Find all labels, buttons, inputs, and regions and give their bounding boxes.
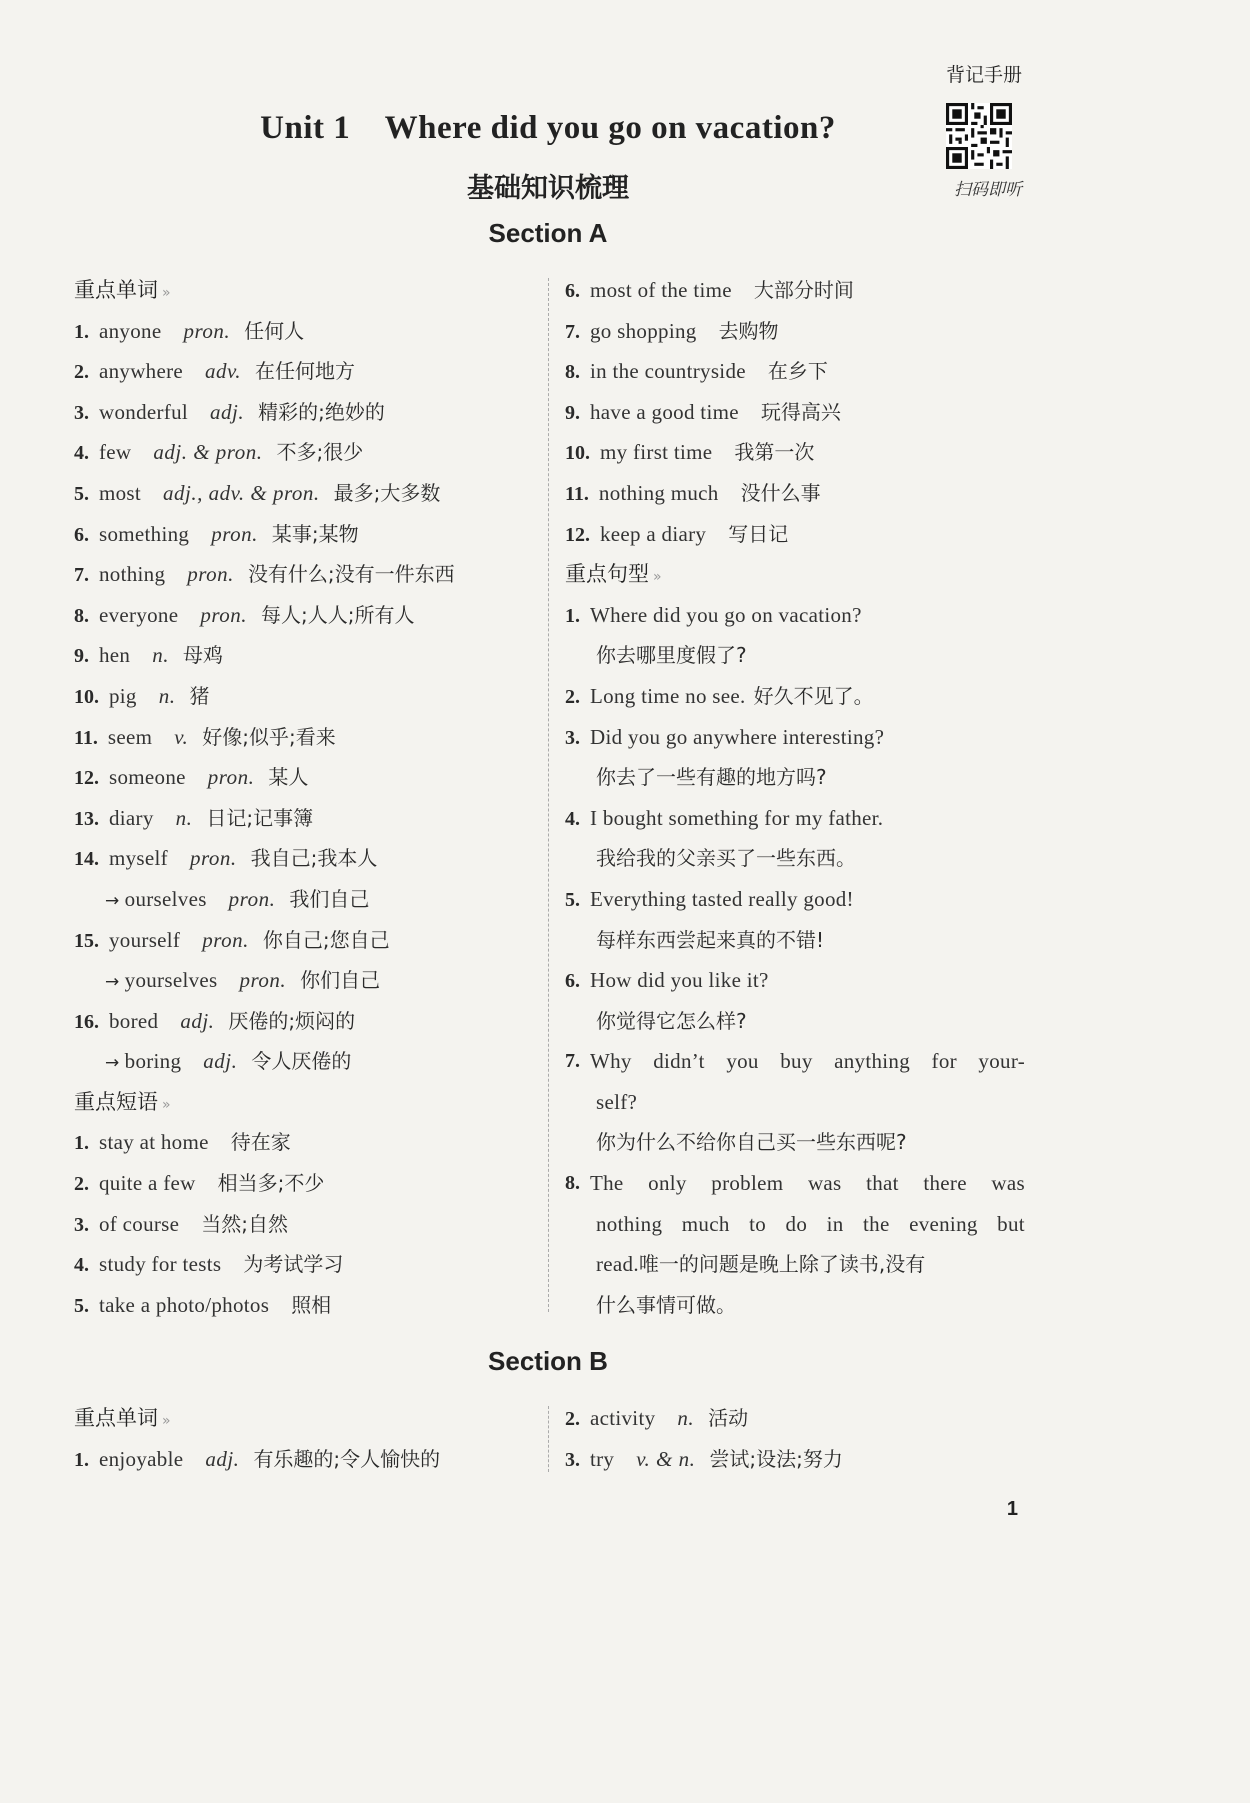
item-number: 12. <box>565 523 590 546</box>
word-chinese: 精彩的;绝妙的 <box>258 399 385 424</box>
sentence-word: but <box>997 1211 1025 1236</box>
part-of-speech: n. <box>175 805 193 830</box>
phrase-english: my first time <box>600 440 713 465</box>
sentence-item: 1. Where did you go on vacation? <box>565 602 862 627</box>
word-item <box>74 1001 536 1042</box>
word-english: yourself <box>109 927 181 952</box>
item-number: 3. <box>74 1213 89 1236</box>
item-number: 15. <box>74 929 99 952</box>
phrase-item <box>74 1204 536 1245</box>
key-phrases-list-continued <box>565 270 1025 554</box>
sentence-word: to <box>749 1211 767 1236</box>
phrase-item <box>565 432 1025 473</box>
phrase-chinese: 大部分时间 <box>753 278 854 302</box>
word-item <box>74 920 536 961</box>
item-number: 2. <box>565 1408 580 1430</box>
part-of-speech: v. <box>174 724 189 749</box>
sentence-word: much <box>681 1211 730 1236</box>
word-english: myself <box>109 846 168 871</box>
item-number: 3. <box>74 401 89 424</box>
part-of-speech: pron. <box>239 968 287 993</box>
sentence-word: was <box>991 1171 1025 1196</box>
sentence-word: do <box>785 1211 808 1236</box>
sentence-word: anything <box>834 1049 911 1074</box>
item-number: 1. <box>74 320 89 343</box>
section-b-title: Section B <box>488 1346 608 1376</box>
sentence-word: for <box>931 1049 957 1074</box>
part-of-speech: adv. <box>205 359 242 384</box>
word-english: nothing <box>99 562 166 587</box>
sentence-word: only <box>648 1171 687 1196</box>
word-chinese: 你自己;您自己 <box>262 927 390 952</box>
word-item <box>74 514 536 555</box>
word-chinese: 任何人 <box>244 318 305 343</box>
column-divider <box>548 1406 549 1472</box>
part-of-speech: adj. <box>203 1049 238 1074</box>
word-item <box>74 717 536 758</box>
sentence-translation: 你觉得它怎么样? <box>596 1008 747 1033</box>
page-number: 1 <box>1006 1498 1018 1520</box>
word-chinese: 母鸡 <box>182 643 223 668</box>
phrase-english: most of the time <box>590 278 732 302</box>
sentence-item: 2. Long time no see. 好久不见了。 <box>565 683 874 708</box>
word-english: most <box>99 480 142 505</box>
part-of-speech: n. <box>158 683 176 708</box>
sentence-word: there <box>923 1171 967 1196</box>
word-english: something <box>99 521 190 546</box>
word-chinese: 好像;似乎;看来 <box>202 724 336 749</box>
word-item <box>74 838 536 879</box>
phrase-english: stay at home <box>99 1130 209 1155</box>
word-chinese: 某事;某物 <box>271 521 359 546</box>
arrow-right-icon: → <box>105 972 125 993</box>
sentence-continuation <box>565 1204 1025 1245</box>
item-number: 13. <box>74 807 99 830</box>
phrase-chinese: 待在家 <box>230 1130 291 1155</box>
phrase-item <box>565 351 1025 392</box>
qr-caption: 扫码即听 <box>954 180 1022 200</box>
phrase-english: in the countryside <box>590 359 746 384</box>
word-item <box>74 351 536 392</box>
part-of-speech: adj., adv. & pron. <box>163 480 320 505</box>
sentence-word: The <box>590 1171 624 1196</box>
part-of-speech: pron. <box>211 521 258 546</box>
derived-word-item <box>74 1041 536 1082</box>
item-number: 16. <box>74 1010 99 1033</box>
sentence-word: was <box>807 1171 842 1196</box>
item-number: 9. <box>565 401 580 424</box>
item-number: 11. <box>565 482 589 505</box>
sentence-word: Why <box>590 1049 632 1074</box>
item-number: 10. <box>565 442 590 465</box>
item-number: 7. <box>74 564 89 587</box>
word-english: yourselves <box>124 968 218 993</box>
word-item <box>74 392 536 433</box>
word-english: wonderful <box>99 399 189 424</box>
item-number: 5. <box>74 482 89 505</box>
phrase-english: nothing much <box>598 480 719 505</box>
phrase-english: take a photo/photos <box>99 1292 270 1317</box>
sentence-item: 4. I bought something for my father. <box>565 805 884 830</box>
phrase-chinese: 写日记 <box>728 521 789 546</box>
sentence-word: didn’t <box>653 1049 705 1074</box>
sentence-item: 8. The only problem was that there was <box>565 1163 1025 1204</box>
phrase-chinese: 玩得高兴 <box>760 399 841 424</box>
word-item <box>74 554 536 595</box>
item-number: 8. <box>74 604 89 627</box>
phrase-chinese: 我第一次 <box>734 440 815 465</box>
sentence-continuation: read.唯一的问题是晚上除了读书,没有 <box>596 1252 926 1277</box>
word-item <box>74 473 536 514</box>
chevron-right-icon: » <box>162 285 171 301</box>
sentence-word: nothing <box>596 1211 663 1236</box>
part-of-speech: n. <box>677 1406 695 1430</box>
phrase-item <box>565 270 1025 311</box>
unit-title: Unit 1 Where did you go on vacation? <box>260 110 836 146</box>
phrase-english: go shopping <box>590 318 697 343</box>
word-english: everyone <box>99 602 179 627</box>
phrase-item <box>74 1122 536 1163</box>
part-of-speech: pron. <box>189 846 237 871</box>
word-chinese: 我自己;我本人 <box>250 846 378 871</box>
word-english: hen <box>99 643 131 668</box>
page-subtitle: 基础知识梳理 <box>467 173 629 204</box>
phrase-item <box>74 1285 536 1326</box>
part-of-speech: adj. <box>205 1446 240 1471</box>
sentence-item: 7. Why didn’t you buy anything for your- <box>565 1041 1025 1082</box>
item-number: 4. <box>74 442 89 465</box>
word-chinese: 有乐趣的;令人愉快的 <box>253 1446 441 1471</box>
part-of-speech: pron. <box>202 927 249 952</box>
key-words-heading: 重点单词 » <box>74 278 171 302</box>
key-words-list <box>74 1439 536 1480</box>
item-number: 12. <box>74 767 99 790</box>
word-item <box>74 757 536 798</box>
sentence-word: buy <box>780 1049 813 1074</box>
part-of-speech: adj. <box>180 1008 215 1033</box>
word-english: boring <box>124 1049 182 1074</box>
sentence-translation: 你为什么不给你自己买一些东西呢? <box>596 1130 907 1155</box>
item-number: 4. <box>74 1254 89 1277</box>
chevron-right-icon: » <box>162 1413 171 1429</box>
item-number: 6. <box>565 280 580 302</box>
section-a-right-column <box>565 270 1025 1325</box>
word-english: pig <box>109 683 137 708</box>
derived-word-item <box>74 879 536 920</box>
word-english: diary <box>109 805 154 830</box>
word-chinese: 你们自己 <box>300 968 381 993</box>
part-of-speech: adj. <box>210 399 245 424</box>
phrase-item <box>565 514 1025 555</box>
word-english: anyone <box>99 318 162 343</box>
phrase-chinese: 在乡下 <box>767 359 828 384</box>
word-item <box>74 798 536 839</box>
section-b-left-column <box>74 1398 536 1479</box>
sentence-item: 5. Everything tasted really good! <box>565 886 854 911</box>
word-chinese: 没有什么;没有一件东西 <box>247 562 455 587</box>
key-sentences-heading: 重点句型 » <box>565 562 662 587</box>
phrase-chinese: 去购物 <box>718 318 779 343</box>
word-english: ourselves <box>124 886 207 911</box>
word-chinese: 令人厌倦的 <box>251 1049 352 1074</box>
section-a-left-column <box>74 270 536 1325</box>
sentence-translation: 什么事情可做。 <box>596 1292 736 1317</box>
sentence-word: the <box>863 1211 890 1236</box>
sentence-continuation: self? <box>596 1089 638 1114</box>
item-number: 8. <box>565 361 580 384</box>
word-english: someone <box>109 765 186 790</box>
word-english: seem <box>107 724 153 749</box>
phrase-chinese: 为考试学习 <box>243 1252 344 1277</box>
word-english: bored <box>109 1008 159 1033</box>
word-chinese: 厌倦的;烦闷的 <box>228 1008 356 1033</box>
item-number: 14. <box>74 848 99 871</box>
arrow-right-icon: → <box>105 1053 125 1074</box>
word-chinese: 我们自己 <box>289 886 370 911</box>
word-chinese: 猪 <box>189 683 210 708</box>
word-item <box>74 1439 536 1480</box>
part-of-speech: pron. <box>183 318 231 343</box>
phrase-english: of course <box>99 1211 180 1236</box>
phrase-english: quite a few <box>99 1171 196 1196</box>
phrase-english: have a good time <box>590 399 739 424</box>
part-of-speech: pron. <box>207 765 255 790</box>
item-number: 2. <box>74 1173 89 1196</box>
sentence-word: evening <box>909 1211 978 1236</box>
word-item <box>74 635 536 676</box>
word-english: enjoyable <box>99 1446 184 1471</box>
phrase-item <box>74 1163 536 1204</box>
sentence-word: that <box>866 1171 899 1196</box>
section-a-title: Section A <box>488 218 608 248</box>
sentence-word: in <box>826 1211 844 1236</box>
column-divider <box>548 278 549 1312</box>
word-item <box>565 1439 1025 1480</box>
word-chinese: 日记;记事簿 <box>206 805 314 830</box>
handbook-label: 背记手册 <box>945 64 1022 86</box>
phrase-item <box>565 311 1025 352</box>
word-item <box>74 432 536 473</box>
word-chinese: 不多;很少 <box>276 440 364 465</box>
item-number: 5. <box>74 1294 89 1317</box>
sentence-translation: 你去了一些有趣的地方吗? <box>596 765 827 790</box>
item-number: 9. <box>74 645 89 668</box>
word-item <box>74 595 536 636</box>
word-chinese: 尝试;设法;努力 <box>709 1446 843 1471</box>
key-words-list <box>74 311 536 1082</box>
phrase-item <box>74 1244 536 1285</box>
chevron-right-icon: » <box>162 1096 171 1113</box>
word-chinese: 最多;大多数 <box>333 480 441 505</box>
part-of-speech: pron. <box>228 886 276 911</box>
sentence-word: problem <box>711 1171 784 1196</box>
item-number: 3. <box>565 1448 580 1471</box>
sentence-translation: 我给我的父亲买了一些东西。 <box>596 846 856 871</box>
arrow-right-icon: → <box>105 890 125 911</box>
derived-word-item <box>74 960 536 1001</box>
part-of-speech: pron. <box>187 562 234 587</box>
sentence-item: 6. How did you like it? <box>565 968 769 993</box>
word-english: activity <box>590 1406 656 1430</box>
item-number: 6. <box>74 523 89 546</box>
sentence-word: you <box>726 1049 759 1074</box>
section-b-right-column <box>565 1398 1025 1479</box>
phrase-chinese: 当然;自然 <box>201 1211 289 1236</box>
part-of-speech: pron. <box>200 602 248 627</box>
item-number: 10. <box>74 685 99 708</box>
item-number: 1. <box>74 1448 89 1471</box>
item-number: 2. <box>74 361 89 384</box>
phrase-english: keep a diary <box>600 521 707 546</box>
phrase-chinese: 没什么事 <box>740 480 821 505</box>
part-of-speech: v. & n. <box>636 1446 696 1471</box>
item-number: 11. <box>74 726 98 749</box>
sentence-translation: 每样东西尝起来真的不错! <box>596 927 825 952</box>
key-phrases-heading: 重点短语 » <box>74 1089 171 1114</box>
word-chinese: 在任何地方 <box>255 359 356 384</box>
word-item <box>565 1398 1025 1439</box>
word-chinese: 某人 <box>268 765 309 790</box>
word-item <box>74 311 536 352</box>
word-english: few <box>99 440 132 465</box>
phrase-english: study for tests <box>99 1252 222 1277</box>
item-number: 7. <box>565 320 580 343</box>
word-chinese: 活动 <box>708 1406 749 1430</box>
part-of-speech: adj. & pron. <box>153 440 263 465</box>
phrase-item <box>565 392 1025 433</box>
phrase-item <box>565 473 1025 514</box>
sentence-item: 3. Did you go anywhere interesting? <box>565 724 885 749</box>
sentence-translation: 你去哪里度假了? <box>596 643 747 668</box>
key-words-heading: 重点单词 » <box>74 1406 171 1430</box>
part-of-speech: n. <box>152 643 169 668</box>
item-number: 1. <box>74 1132 89 1155</box>
key-phrases-list <box>74 1122 536 1325</box>
phrase-chinese: 相当多;不少 <box>217 1171 325 1196</box>
key-words-list-continued <box>565 1398 1025 1479</box>
chevron-right-icon: » <box>653 569 662 586</box>
word-chinese: 每人;人人;所有人 <box>261 602 415 627</box>
word-english: anywhere <box>99 359 184 384</box>
word-item <box>74 676 536 717</box>
word-english: try <box>590 1446 615 1471</box>
phrase-chinese: 照相 <box>291 1292 332 1317</box>
sentence-word: your- <box>978 1049 1025 1074</box>
